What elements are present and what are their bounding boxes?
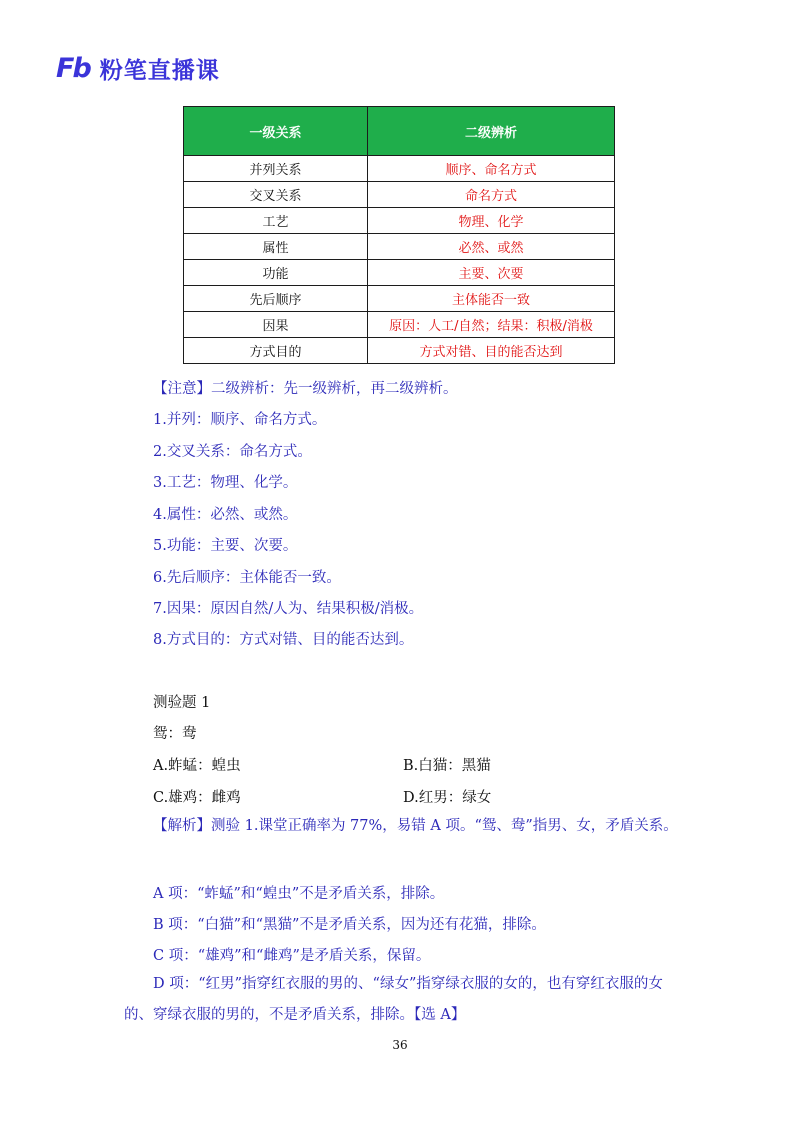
note-item: 5.功能：主要、次要。	[153, 538, 298, 554]
table-cell-relation: 属性	[184, 234, 368, 260]
header-primary-relation: 一级关系	[184, 107, 368, 156]
table-cell-analysis: 主要、次要	[368, 260, 615, 286]
table-cell-relation: 功能	[184, 260, 368, 286]
option-b: B.白猫：黑猫	[403, 758, 491, 774]
relation-table	[183, 106, 615, 364]
table-cell-analysis: 必然、或然	[368, 234, 615, 260]
table-cell-relation: 并列关系	[184, 156, 368, 182]
table-cell-relation: 工艺	[184, 208, 368, 234]
note-item: 6.先后顺序：主体能否一致。	[153, 570, 341, 586]
analysis-option-a: A 项：“蚱蜢”和“蝗虫”不是矛盾关系，排除。	[153, 886, 445, 902]
quiz-title: 测验题 1	[153, 695, 211, 711]
note-item: 3.工艺：物理、化学。	[153, 475, 298, 491]
table-cell-relation: 交叉关系	[184, 182, 368, 208]
table-cell-analysis: 命名方式	[368, 182, 615, 208]
table-cell-analysis: 主体能否一致	[368, 286, 615, 312]
note-item: 8.方式目的：方式对错、目的能否达到。	[153, 632, 414, 648]
analysis-option-d: D 项：“红男”指穿红衣服的男的、“绿女”指穿绿衣服的女的，也有穿红衣服的女的、穿绿衣服的男的，不是矛盾关系，排除。【选 A】	[124, 976, 663, 1023]
header-secondary-analysis: 二级辨析	[368, 107, 615, 156]
analysis-option-b: B 项：“白猫”和“黑猫”不是矛盾关系，因为还有花猫，排除。	[153, 917, 546, 933]
logo-text: 粉笔直播课	[99, 57, 220, 84]
table-row	[184, 208, 615, 234]
table-cell-relation: 因果	[184, 312, 368, 338]
table-cell-relation: 方式目的	[184, 338, 368, 364]
analysis-option-c: C 项：“雄鸡”和“雌鸡”是矛盾关系，保留。	[153, 948, 431, 964]
option-c: C.雄鸡：雌鸡	[153, 790, 241, 806]
table-row	[184, 234, 615, 260]
brand-logo	[56, 52, 220, 84]
table-row	[184, 260, 615, 286]
table-cell-analysis: 方式对错、目的能否达到	[368, 338, 615, 364]
note-item: 4.属性：必然、或然。	[153, 507, 298, 523]
table-row	[184, 312, 615, 338]
note-title: 【注意】二级辨析：先一级辨析，再二级辨析。	[153, 381, 458, 397]
table-header-row	[184, 107, 615, 156]
page-number: 36	[392, 1038, 408, 1052]
logo-mark: Fb	[56, 52, 90, 84]
table-row	[184, 286, 615, 312]
table-cell-analysis: 顺序、命名方式	[368, 156, 615, 182]
table-row	[184, 156, 615, 182]
option-d: D.红男：绿女	[403, 790, 492, 806]
note-item: 2.交叉关系：命名方式。	[153, 444, 312, 460]
note-item: 7.因果：原因自然/人为、结果积极/消极。	[153, 601, 424, 617]
table-cell-analysis: 原因：人工/自然；结果：积极/消极	[368, 312, 615, 338]
analysis-intro: 【解析】测验 1.课堂正确率为 77%，易错 A 项。“鸳、鸯”指男、女，矛盾关系。	[153, 818, 678, 834]
note-item: 1.并列：顺序、命名方式。	[153, 412, 327, 428]
table-cell-analysis: 物理、化学	[368, 208, 615, 234]
table-row	[184, 338, 615, 364]
quiz-stem: 鸳：鸯	[153, 726, 197, 742]
table-cell-relation: 先后顺序	[184, 286, 368, 312]
option-a: A.蚱蜢：蝗虫	[153, 758, 241, 774]
table-row	[184, 182, 615, 208]
